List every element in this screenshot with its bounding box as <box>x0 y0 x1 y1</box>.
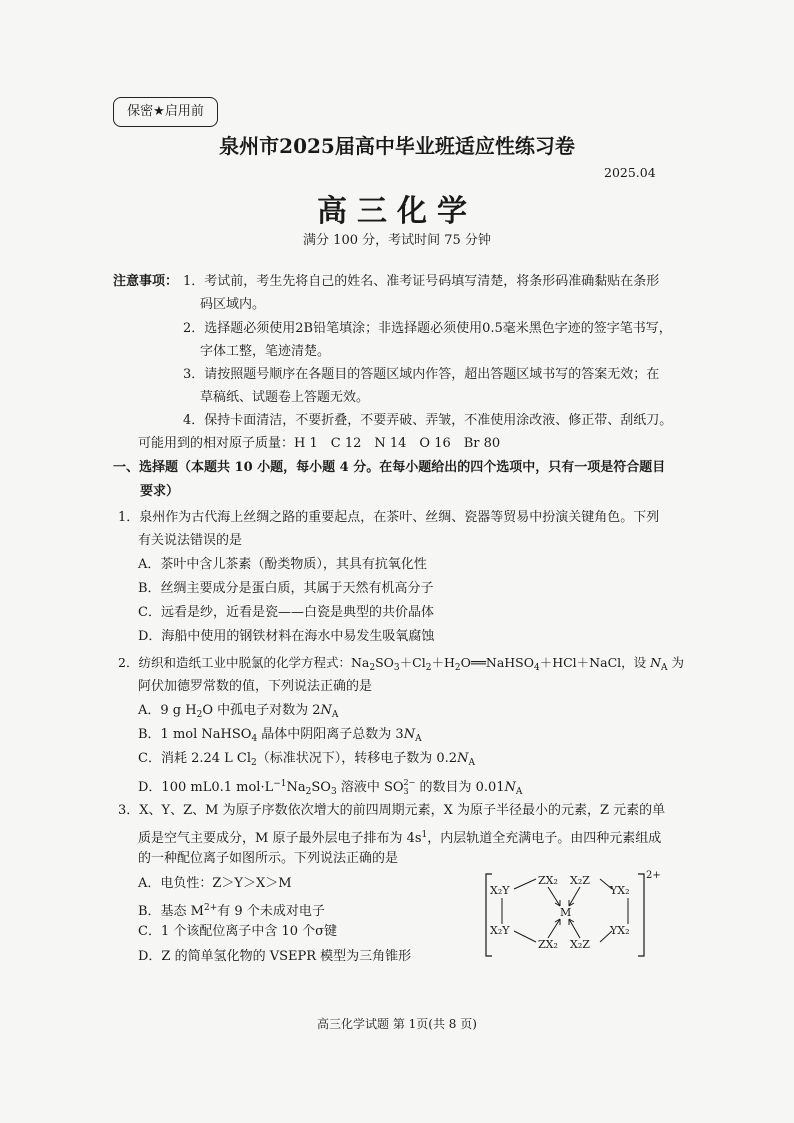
note-2: 2．选择题必须使用2B铅笔填涂；非选择题必须使用0.5毫米黑色字迹的签字笔书写， <box>183 321 672 336</box>
note-1-cont: 码区域内。 <box>200 297 266 312</box>
section1-title: 一、选择题（本题共 10 小题，每小题 4 分。在每小题给出的四个选项中，只有一项是符合题目 <box>113 460 666 475</box>
q3-option-a: A．电负性：Z＞Y＞X＞M <box>138 876 292 891</box>
atomic-masses: 可能用到的相对原子质量：H 1 C 12 N 14 O 16 Br 80 <box>138 436 501 451</box>
top-left-group: X₂Y <box>490 884 510 897</box>
q2-stem-cont: 阿伏加德罗常数的值，下列说法正确的是 <box>138 679 373 694</box>
note-3: 3．请按照题号顺序在各题目的答题区域内作答，超出答题区域书写的答案无效；在 <box>183 367 660 382</box>
q3-option-d: D．Z 的简单氢化物的 VSEPR 模型为三角锥形 <box>138 949 412 964</box>
center-metal: M <box>560 906 572 919</box>
note-2-cont: 字体工整，笔迹清楚。 <box>200 344 331 359</box>
note-1: 1．考试前，考生先将自己的姓名、准考证号码填写清楚，将条形码准确黏贴在条形 <box>183 274 660 289</box>
page-footer: 高三化学试题 第 1页(共 8 页) <box>317 1017 477 1031</box>
q1-option-d: D．海船中使用的钢铁材料在海水中易发生吸氧腐蚀 <box>138 629 435 644</box>
q2-option-b: B．1 mol NaHSO$_4$ 晶体中阴阳离子总数为 $3N_A$ <box>138 727 422 744</box>
top-right-group: YX₂ <box>610 884 630 897</box>
right-bracket <box>638 874 644 956</box>
notes-label: 注意事项： <box>113 274 179 289</box>
confidential-label: 保密★启用前 <box>113 97 218 127</box>
score-info: 满分 100 分，考试时间 75 分钟 <box>303 233 491 248</box>
q1-option-b: B．丝绸主要成分是蛋白质，其属于天然有机高分子 <box>138 581 434 596</box>
q3-stem-cont2: 的一种配位离子如图所示。下列说法正确的是 <box>138 851 399 866</box>
note-3-cont: 草稿纸、试题卷上答题无效。 <box>200 390 370 405</box>
q3-stem: 3．X、Y、Z、M 为原子序数依次增大的前四周期元素，X 为原子半径最小的元素，Z 元素的单 <box>118 803 666 818</box>
bottom-zx2: ZX₂ <box>538 938 558 951</box>
note-4: 4．保持卡面清洁，不要折叠，不要弄破、弄皱，不准使用涂改液、修正带、刮纸刀。 <box>183 413 673 428</box>
top-zx2: ZX₂ <box>538 874 558 887</box>
coordination-ion-diagram <box>480 862 670 962</box>
exam-date: 2025.04 <box>604 165 656 180</box>
q1-stem-cont: 有关说法错误的是 <box>138 533 243 548</box>
section1-title-cont: 要求） <box>140 484 180 499</box>
q3-stem-cont: 质是空气主要成分，M 原子最外层电子排布为 $4s^1$，内层轨道全充满电子。由四种元素组成 <box>138 830 662 846</box>
top-x2z: X₂Z <box>570 874 590 887</box>
q2-option-c: C．消耗 2.24 L $Cl_2$（标准状况下），转移电子数为 $0.2N_A$ <box>138 751 475 768</box>
q1-option-a: A．茶叶中含儿茶素（酚类物质），其具有抗氧化性 <box>138 557 427 572</box>
subject-title: 高三化学 <box>317 194 477 229</box>
bottom-right-group: YX₂ <box>610 924 630 937</box>
q1-stem: 1．泉州作为古代海上丝绸之路的重要起点，在茶叶、丝绸、瓷器等贸易中扮演关键角色。下列 <box>118 510 660 525</box>
ion-charge: 2+ <box>646 870 661 881</box>
q1-option-c: C．远看是纱，近看是瓷——白瓷是典型的共价晶体 <box>138 605 434 620</box>
q2-option-d: D．100 mL0.1 $mol\cdot L^{-1}Na_2SO_3$ 溶液中 SO 2− 3 的数目为 $0.01N_A$ <box>138 778 523 797</box>
bottom-left-group: X₂Y <box>490 924 510 937</box>
q2-stem: 2．纺织和造纸工业中脱氯的化学方程式：$Na_2SO_3+Cl_2+H_2O══NaHSO_4+HCl+NaCl$，设 $N_A$ 为 <box>118 655 685 673</box>
q2-option-a: A．9 g $H_2O$ 中孤电子对数为 $2N_A$ <box>138 703 339 720</box>
q3-option-b: B．基态 $M^{2+}$有 9 个未成对电子 <box>138 903 325 919</box>
bottom-x2z: X₂Z <box>570 938 590 951</box>
exam-title: 泉州市2025届高中毕业班适应性练习卷 <box>219 134 575 158</box>
q3-option-c: C．1 个该配位离子中含 10 个σ键 <box>138 924 338 939</box>
